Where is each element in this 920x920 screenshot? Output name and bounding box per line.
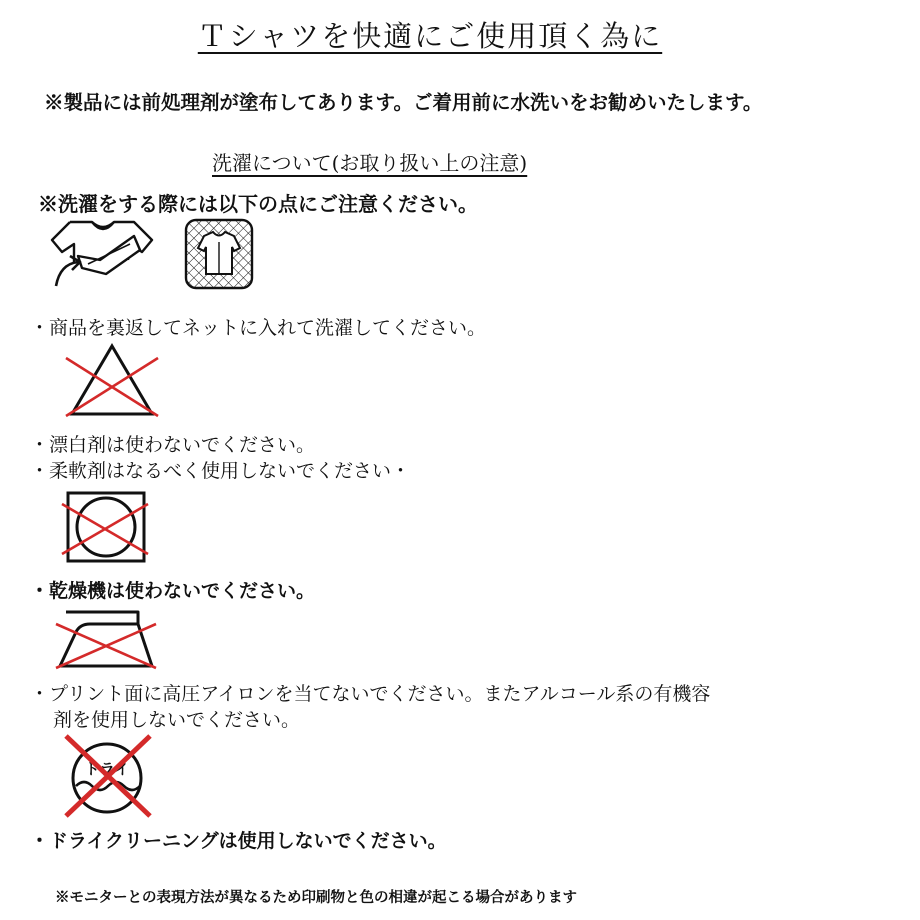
prewash-notice: ※製品には前処理剤が塗布してあります。ご着用前に水洗いをお勧めいたします。 — [44, 91, 763, 114]
no-bleach-icon — [66, 342, 158, 418]
no-dry-clean-icon — [58, 730, 158, 822]
list-item: ・漂白剤は使わないでください。 — [30, 434, 316, 456]
page-title: Ｔシャツを快適にご使用頂く為に — [197, 19, 663, 53]
footer-note: ※モニターとの表現方法が異なるため印刷物と色の相違が起こる場合があります — [55, 889, 577, 906]
shirt-inside-out-icon — [48, 216, 158, 291]
list-item: ・プリント面に高圧アイロンを当てないでください。またアルコール系の有機容 — [30, 683, 711, 705]
laundry-net-icon — [184, 218, 254, 290]
section-title: 洗濯について(お取り扱い上の注意) — [212, 151, 528, 175]
no-iron-icon — [54, 604, 158, 672]
list-item: 剤を使用しないでください。 — [53, 709, 301, 731]
list-item: ・柔軟剤はなるべく使用しないでください・ — [30, 460, 411, 482]
list-item: ・商品を裏返してネットに入れて洗濯してください。 — [30, 317, 487, 339]
list-item: ・乾燥機は使わないでください。 — [30, 580, 316, 602]
dry-label: ドライ — [84, 760, 130, 778]
no-tumble-dry-icon — [62, 490, 148, 566]
list-item: ・ドライクリーニングは使用しないでください。 — [30, 830, 447, 852]
washing-caution: ※洗濯をする際には以下の点にご注意ください。 — [38, 192, 478, 216]
